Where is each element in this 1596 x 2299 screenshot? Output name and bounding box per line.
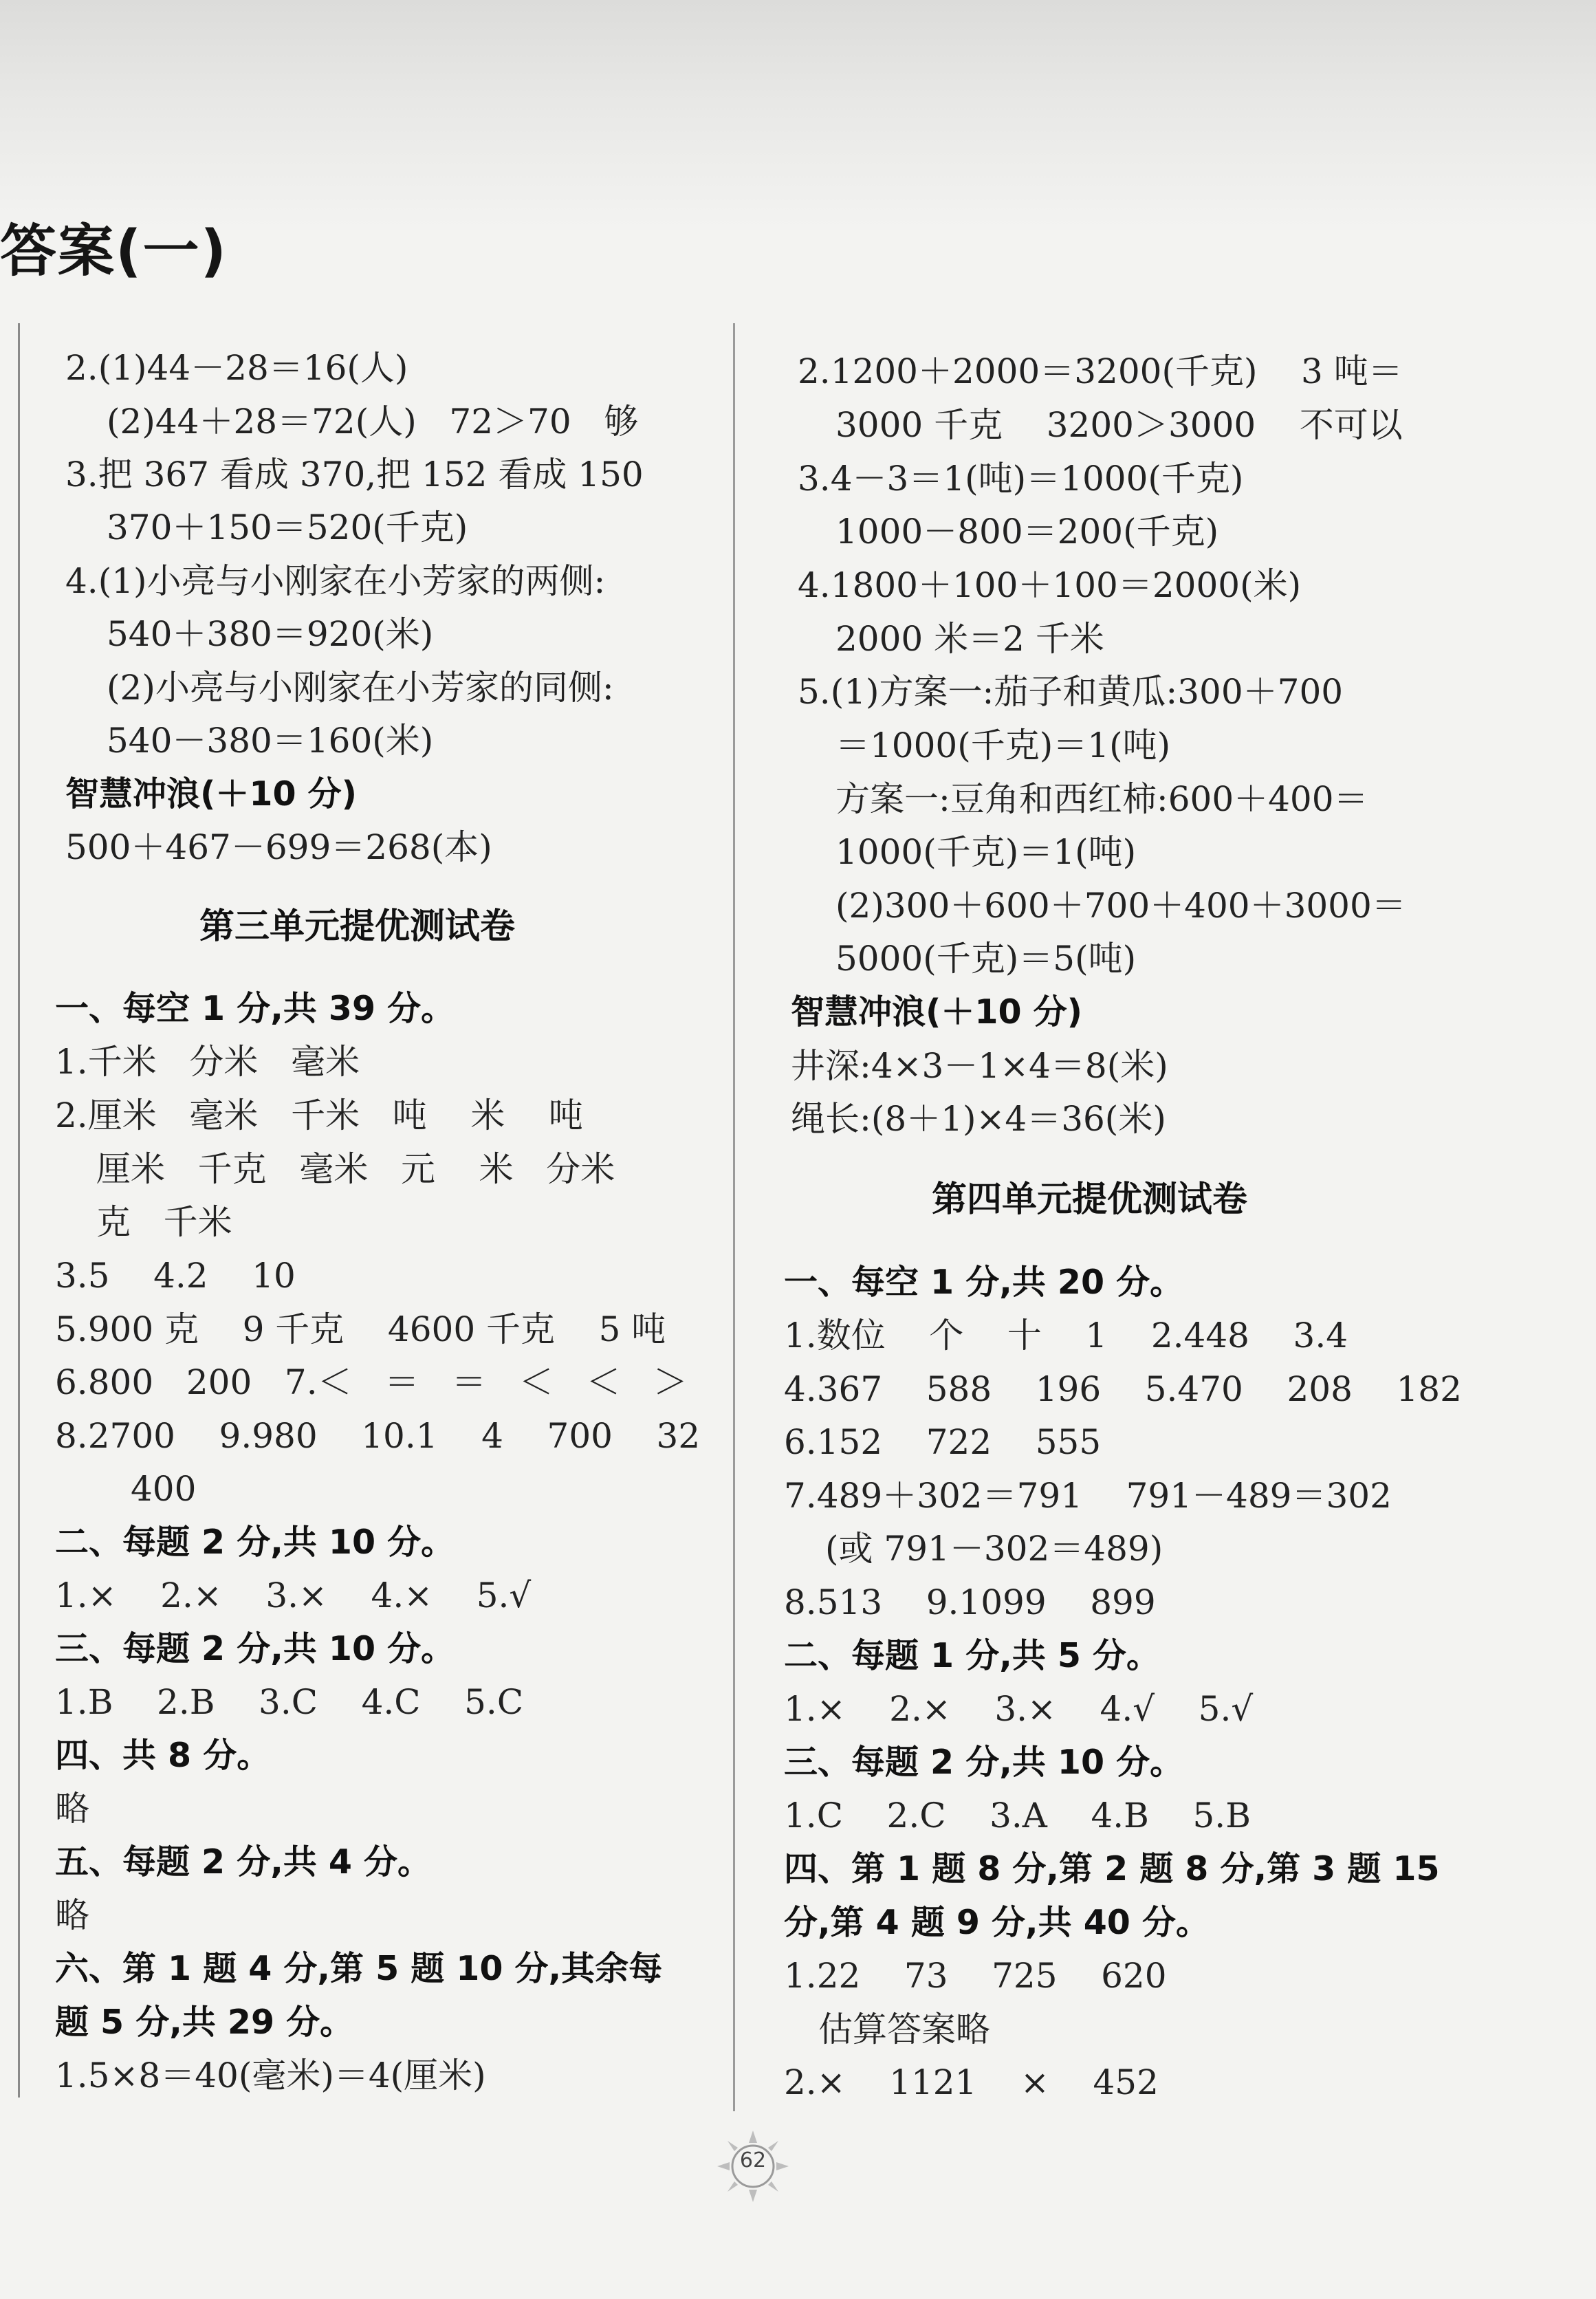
right-answer-line: 4.367 588 196 5.470 208 182 — [784, 1369, 1462, 1409]
left-answer-line: 540－380＝160(米) — [107, 721, 434, 761]
left-answer-line: 500＋467－699＝268(本) — [65, 827, 492, 867]
right-answer-line: 1.数位 个 十 1 2.448 3.4 — [784, 1316, 1348, 1355]
right-answer-line: 2000 米＝2 千米 — [835, 619, 1104, 659]
right-answer-line: 3.4－3＝1(吨)＝1000(千克) — [798, 459, 1244, 499]
left-answer-line: (2)44＋28＝72(人) 72＞70 够 — [107, 402, 639, 442]
right-part-heading: 四、第 1 题 8 分,第 2 题 8 分,第 3 题 15 — [784, 1849, 1440, 1888]
right-answer-line: 1.22 73 725 620 — [784, 1956, 1167, 1996]
right-answer-line: 1000－800＝200(千克) — [835, 512, 1219, 552]
right-answer-line: 估算答案略 — [818, 2009, 990, 2049]
left-part-heading: 题 5 分,共 29 分。 — [55, 2003, 354, 2042]
right-answer-line: (2)300＋600＋700＋400＋3000＝ — [835, 886, 1406, 926]
right-part-heading: 分,第 4 题 9 分,共 40 分。 — [784, 1903, 1210, 1942]
right-answer-line: 7.489＋302＝791 791－489＝302 — [784, 1476, 1392, 1516]
left-answer-line: 370＋150＝520(千克) — [107, 508, 468, 547]
right-part-heading: 智慧冲浪(＋10 分) — [791, 992, 1083, 1032]
left-part-heading: 智慧冲浪(＋10 分) — [65, 774, 358, 814]
left-part-heading: 三、每题 2 分,共 10 分。 — [55, 1629, 455, 1668]
right-answer-line: 2.× 1121 × 452 — [784, 2062, 1159, 2102]
page-number-badge — [712, 2125, 794, 2208]
left-answer-line: 3.把 367 看成 370,把 152 看成 150 — [65, 455, 644, 494]
right-answer-line: 8.513 9.1099 899 — [784, 1582, 1156, 1622]
left-part-heading: 二、每题 2 分,共 10 分。 — [55, 1523, 455, 1562]
left-part-heading: 四、共 8 分。 — [55, 1736, 271, 1775]
page-number: 62 — [739, 2148, 767, 2172]
left-answer-line: 3.5 4.2 10 — [55, 1256, 296, 1296]
page-title: 答案(一) — [0, 219, 228, 284]
right-answer-line: 方案一:豆角和西红柿:600＋400＝ — [835, 779, 1368, 819]
page-top-shading — [0, 0, 1596, 227]
right-answer-line: 5.(1)方案一:茄子和黄瓜:300＋700 — [798, 672, 1344, 712]
right-answer-line: 4.1800＋100＋100＝2000(米) — [798, 565, 1302, 605]
left-answer-line: 8.2700 9.980 10.1 4 700 32 — [55, 1416, 701, 1456]
right-answer-line: 5000(千克)＝5(吨) — [835, 939, 1137, 979]
left-answer-line: 厘米 千克 毫米 元 米 分米 — [96, 1149, 615, 1189]
left-section-heading: 第三单元提优测试卷 — [199, 906, 516, 947]
right-section-heading: 第四单元提优测试卷 — [932, 1179, 1248, 1220]
left-part-heading: 一、每空 1 分,共 39 分。 — [55, 989, 455, 1028]
right-answer-line: 2.1200＋2000＝3200(千克) 3 吨＝ — [798, 351, 1403, 391]
left-answer-line: 克 千米 — [96, 1202, 232, 1242]
left-answer-line: 略 — [55, 1789, 89, 1829]
left-answer-line: 540＋380＝920(米) — [107, 614, 434, 654]
right-part-heading: 二、每题 1 分,共 5 分。 — [784, 1636, 1161, 1675]
right-part-heading: 一、每空 1 分,共 20 分。 — [784, 1263, 1184, 1302]
left-answer-line: 6.800 200 7.＜ ＝ ＝ ＜ ＜ ＞ — [55, 1362, 688, 1402]
left-answer-line: 2.厘米 毫米 千米 吨 米 吨 — [55, 1096, 583, 1135]
left-margin-rule — [18, 323, 20, 2098]
right-answer-line: 1.C 2.C 3.A 4.B 5.B — [784, 1796, 1251, 1835]
right-answer-line: 绳长:(8＋1)×4＝36(米) — [791, 1099, 1166, 1139]
left-answer-line: 2.(1)44－28＝16(人) — [65, 348, 408, 388]
left-answer-line: 1.B 2.B 3.C 4.C 5.C — [55, 1682, 524, 1722]
right-answer-line: 6.152 722 555 — [784, 1422, 1102, 1462]
column-divider — [733, 323, 735, 2111]
left-answer-line: 1.千米 分米 毫米 — [55, 1042, 360, 1082]
left-answer-line: 5.900 克 9 千克 4600 千克 5 吨 — [55, 1309, 666, 1349]
right-answer-line: 1.× 2.× 3.× 4.√ 5.√ — [784, 1689, 1254, 1729]
right-answer-line: ＝1000(千克)＝1(吨) — [835, 726, 1171, 765]
left-answer-line: 1.× 2.× 3.× 4.× 5.√ — [55, 1576, 532, 1615]
left-answer-line: 略 — [55, 1895, 89, 1935]
right-part-heading: 三、每题 2 分,共 10 分。 — [784, 1743, 1184, 1782]
left-answer-line: 1.5×8＝40(毫米)＝4(厘米) — [55, 2056, 486, 2095]
left-answer-line: 400 — [131, 1469, 197, 1509]
left-part-heading: 五、每题 2 分,共 4 分。 — [55, 1842, 432, 1882]
right-answer-line: 井深:4×3－1×4＝8(米) — [791, 1046, 1168, 1086]
right-answer-line: 1000(千克)＝1(吨) — [835, 832, 1137, 872]
right-answer-line: (或 791－302＝489) — [825, 1529, 1163, 1569]
left-answer-line: 4.(1)小亮与小刚家在小芳家的两侧: — [65, 561, 606, 601]
right-answer-line: 3000 千克 3200＞3000 不可以 — [835, 405, 1403, 445]
left-part-heading: 六、第 1 题 4 分,第 5 题 10 分,其余每 — [55, 1949, 663, 1988]
left-answer-line: (2)小亮与小刚家在小芳家的同侧: — [107, 668, 614, 708]
